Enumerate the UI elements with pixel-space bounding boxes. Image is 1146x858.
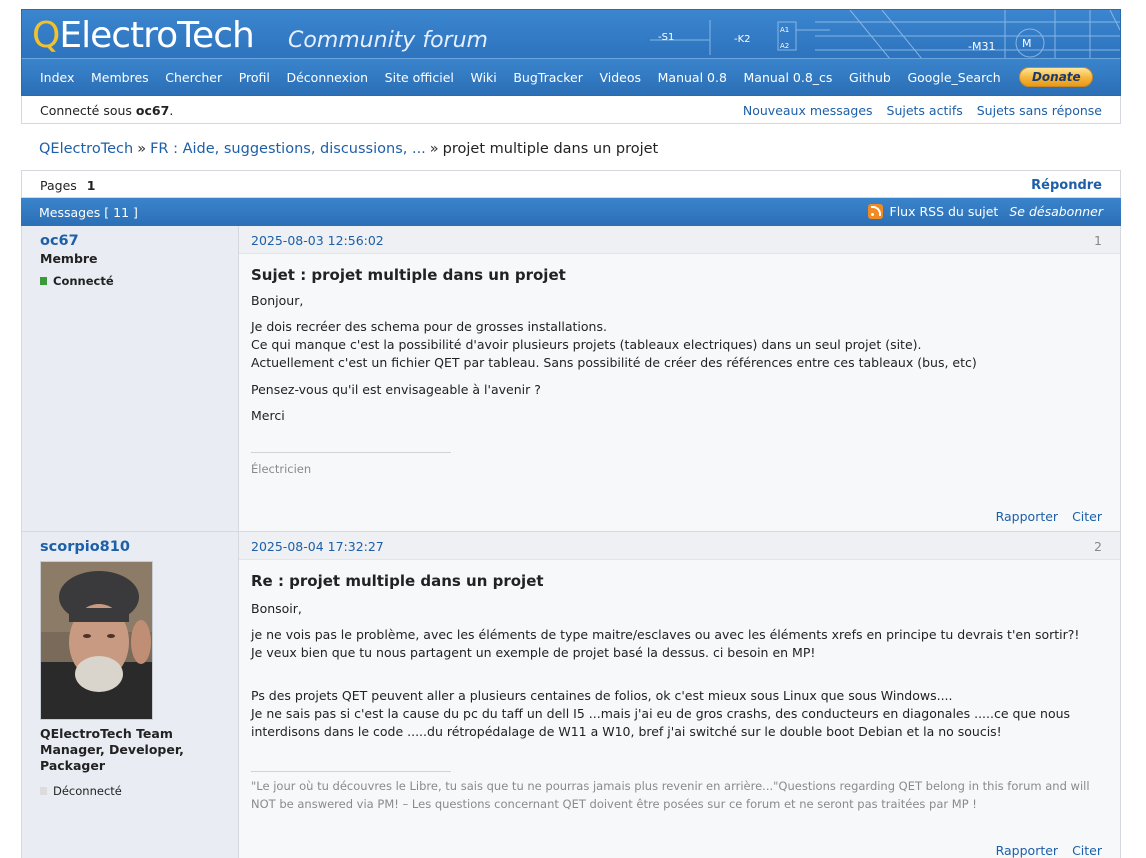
- post-actions: [986, 509, 1102, 524]
- signature-divider: [251, 771, 451, 772]
- post-date-link[interactable]: 2025-08-03 12:56:02: [251, 233, 384, 248]
- logged-in-text: Connecté sous oc67.: [40, 103, 174, 118]
- post-date-link[interactable]: 2025-08-04 17:32:27: [251, 539, 384, 554]
- nav-item-manual-0-8[interactable]: Manual 0.8: [657, 69, 727, 85]
- schematic-art-icon: [650, 10, 1120, 58]
- svg-text:A2: A2: [780, 42, 790, 50]
- messages-count: Messages [ 11 ]: [39, 205, 138, 220]
- avatar: [40, 561, 153, 720]
- quick-links: [733, 103, 1102, 118]
- nav-item-bugtracker[interactable]: BugTracker: [513, 69, 583, 85]
- post-paragraph: Bonsoir,: [251, 601, 302, 616]
- post-signature: Électricien: [251, 462, 312, 476]
- new-messages-link[interactable]: Nouveaux messages: [742, 103, 873, 118]
- nav-item-site-officiel[interactable]: Site officiel: [384, 69, 454, 85]
- pagination-bar: [21, 170, 1121, 198]
- pages-label: Pages 1: [40, 178, 96, 193]
- messages-header: [21, 198, 1121, 226]
- site-banner: [21, 9, 1121, 58]
- post-number: 2: [1094, 539, 1102, 554]
- post-paragraph: je ne vois pas le problème, avec les éléments de type maitre/esclaves ou avec les éléments xrefs en principe tu devrais t'en sortir?! Je veux bien que tu nous partagent un exemple de projet basé la dessus. ci besoin en MP!: [251, 627, 1080, 660]
- post-paragraph: Merci: [251, 408, 285, 423]
- nav-item-donate: [1017, 67, 1093, 87]
- avatar-photo-icon: [41, 562, 153, 720]
- post-author-panel: [22, 532, 239, 858]
- svg-text:-M31: -M31: [968, 40, 996, 53]
- nav-list: [22, 59, 1120, 95]
- topic-actions: [868, 204, 1103, 219]
- rss-link[interactable]: Flux RSS du sujet: [889, 204, 999, 219]
- post-number: 1: [1094, 233, 1102, 248]
- post-subject: Sujet : projet multiple dans un projet: [251, 266, 566, 284]
- nav-item-membres[interactable]: Membres: [91, 69, 149, 85]
- author-title: QElectroTech Team Manager, Developer, Packager: [40, 726, 184, 773]
- author-name[interactable]: oc67: [40, 233, 79, 249]
- offline-dot-icon: [40, 787, 47, 795]
- online-status: Connecté: [40, 274, 220, 288]
- donate-button[interactable]: Donate: [1019, 67, 1093, 87]
- post-content: [239, 532, 1120, 858]
- site-subtitle: Community forum: [288, 28, 488, 53]
- post-header: [239, 226, 1120, 254]
- user-status-bar: [21, 96, 1121, 124]
- author-name[interactable]: scorpio810: [40, 539, 130, 555]
- quote-link[interactable]: Citer: [1072, 843, 1102, 858]
- post-2: [21, 532, 1121, 858]
- post-paragraph: Ps des projets QET peuvent aller a plusieurs centaines de folios, ok c'est mieux sous Linux que sous Windows.... Je ne sais pas si c'est la cause du pc du taff un dell I5 ...mais j'ai eu de gros crashs, des conducteurs en diagonales .....ce que nous interdisons dans le code .....du rétropédalage de W11 a W10, bref j'ai switché sur le double boot Debian et la no soucis!: [251, 688, 1071, 739]
- post-subject: Re : projet multiple dans un projet: [251, 572, 544, 590]
- logged-username: oc67: [135, 103, 170, 118]
- breadcrumb-home[interactable]: QElectroTech: [39, 141, 134, 157]
- post-1: [21, 226, 1121, 532]
- post-paragraph: Pensez-vous qu'il est envisageable à l'avenir ?: [251, 382, 541, 397]
- reply-button[interactable]: Répondre: [1031, 178, 1102, 193]
- post-signature: "Le jour où tu découvres le Libre, tu sais que tu ne pourras jamais plus revenir en arrière..."Questions regarding QET belong in this forum and will NOT be answered via PM! – Les questions concernant QET doivent être posées sur ce forum et ne seront pas traitées par MP !: [251, 779, 1090, 811]
- report-link[interactable]: Rapporter: [995, 843, 1059, 858]
- svg-text:A1: A1: [780, 26, 790, 34]
- nav-item-chercher[interactable]: Chercher: [165, 69, 223, 85]
- nav-item-videos[interactable]: Videos: [599, 69, 642, 85]
- unanswered-topics-link[interactable]: Sujets sans réponse: [976, 103, 1102, 118]
- nav-item-d-connexion[interactable]: Déconnexion: [286, 69, 369, 85]
- current-page[interactable]: 1: [86, 178, 96, 193]
- breadcrumb-current: projet multiple dans un projet: [442, 141, 659, 157]
- nav-item-index[interactable]: Index: [40, 69, 75, 85]
- quote-link[interactable]: Citer: [1072, 509, 1102, 524]
- post-paragraph: Je dois recréer des schema pour de grosses installations. Ce qui manque c'est la possibilité d'avoir plusieurs projets (tableaux electriques) dans un seul projet (site). Actuellement c'est un fichier QET par tableau. Sans possibilité de créer des références entre ces tableaux (bus, etc): [251, 319, 977, 370]
- post-content: [239, 226, 1120, 531]
- rss-icon[interactable]: [868, 204, 883, 219]
- signature-divider: [251, 452, 451, 453]
- offline-status: Déconnecté: [40, 784, 220, 798]
- nav-item-github[interactable]: Github: [849, 69, 891, 85]
- post-header: [239, 532, 1120, 560]
- active-topics-link[interactable]: Sujets actifs: [886, 103, 963, 118]
- nav-item-google-search[interactable]: Google_Search: [907, 69, 1001, 85]
- main-navigation: [21, 58, 1121, 96]
- post-actions: [986, 843, 1102, 858]
- svg-text:-K2: -K2: [734, 34, 751, 45]
- breadcrumb-forum[interactable]: FR : Aide, suggestions, discussions, ...: [150, 141, 426, 157]
- post-paragraph: Bonjour,: [251, 293, 304, 308]
- post-body: [251, 600, 1106, 749]
- post-author-panel: [22, 226, 239, 531]
- site-logo[interactable]: [32, 16, 254, 56]
- svg-text:-S1: -S1: [658, 32, 675, 43]
- unsubscribe-link[interactable]: Se désabonner: [1009, 204, 1103, 219]
- breadcrumb: QElectroTech » FR : Aide, suggestions, discussions, ... » projet multiple dans un projet: [39, 141, 659, 157]
- logo-q: Q: [32, 15, 60, 56]
- online-dot-icon: [40, 277, 47, 285]
- nav-item-profil[interactable]: Profil: [238, 69, 270, 85]
- author-title: Membre: [40, 251, 98, 266]
- post-body: [251, 292, 1106, 433]
- svg-text:M: M: [1022, 37, 1032, 50]
- nav-item-manual-0-8-cs[interactable]: Manual 0.8_cs: [743, 69, 833, 85]
- nav-item-wiki[interactable]: Wiki: [470, 69, 497, 85]
- logo-text: ElectroTech: [59, 15, 254, 56]
- report-link[interactable]: Rapporter: [995, 509, 1059, 524]
